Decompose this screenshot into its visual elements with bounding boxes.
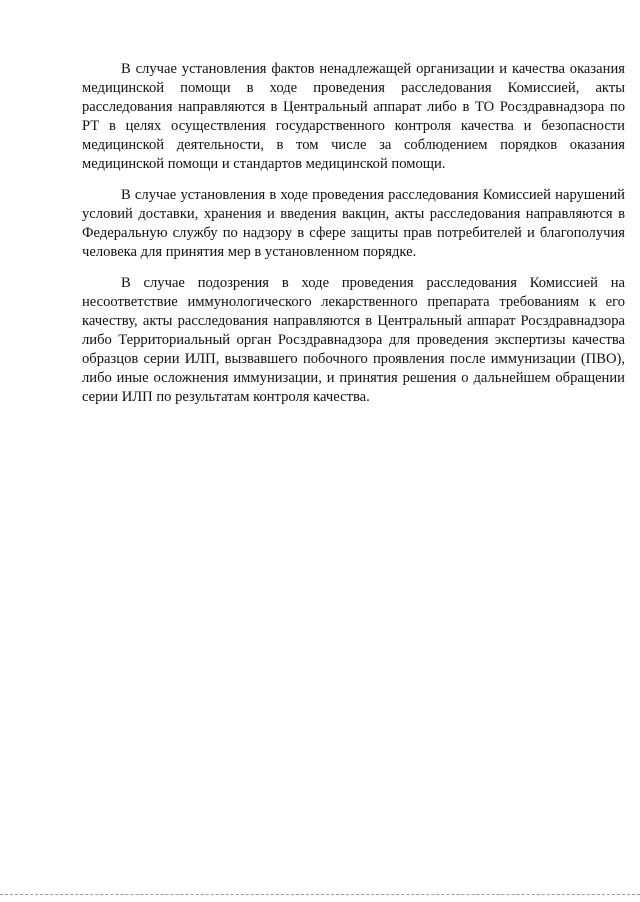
paragraph-drug-quality: В случае подозрения в ходе проведения расследования Комиссией на несоответствие иммунологического лекарственного препарата требованиям к его качеству, акты расследования направляются в Центральный аппарат Росздравнадзора либо Территориальный орган Росздравнадзора для проведения экспертизы качества образцов серии ИЛП, вызвавшего побочного проявления после иммунизации (ПВО), либо иные осложнения иммунизации, и принятия решения о дальнейшем обращении серии ИЛП по результатам контроля качества.	[82, 275, 625, 405]
paragraph-quality-of-care: В случае установления фактов ненадлежащей организации и качества оказания медицинской помощи в ходе проведения расследования Комиссией, акты расследования направляются в Центральный аппарат либо в ТО Росздравнадзора по РТ в целях осуществления государственного контроля качества и безопасности медицинской деятельности, в том числе за соблюдением порядков оказания медицинской помощи и стандартов медицинской помощи.	[82, 61, 625, 172]
scan-bottom-edge	[0, 894, 640, 896]
paragraph-vaccine-handling: В случае установления в ходе проведения расследования Комиссией нарушений условий доставки, хранения и введения вакцин, акты расследования направляются в Федеральную службу по надзору в сфере защиты прав потребителей и благополучия человека для принятия мер в установленном порядке.	[82, 187, 625, 260]
document-body	[82, 60, 625, 407]
